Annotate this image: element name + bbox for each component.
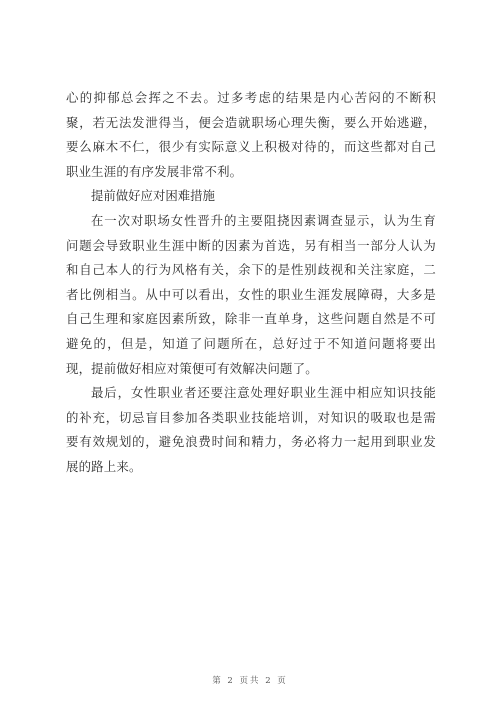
paragraph-line: 要有效规划的，避免浪费时间和精力，务必将力一起用到职业发	[66, 434, 436, 450]
paragraph-line: 心的抑郁总会挥之不去。过多考虑的结果是内心苦闷的不断积	[66, 90, 436, 105]
paragraph-line: 要么麻木不仁，很少有实际意义上积极对待的，而这些都对自己	[66, 139, 436, 155]
paragraph-line: 者比例相当。从中可以看出，女性的职业生涯发展障碍，大多是	[66, 286, 436, 302]
document-body	[66, 86, 436, 480]
paragraph-line: 问题会导致职业生涯中断的因素为首选，另有相当一部分人认为	[66, 237, 436, 253]
paragraph-line: 避免的，但是，知道了问题所在，总好过于不知道问题将要出	[66, 335, 436, 351]
page-number-footer: 第 2 页共 2 页	[212, 676, 288, 686]
paragraph-line: 职业生涯的有序发展非常不利。	[66, 163, 243, 179]
paragraph-line: 在一次对职场女性晋升的主要阻挠因素调查显示，认为生育	[91, 212, 436, 228]
paragraph-line: 聚，若无法发泄得当，便会造就职场心理失衡，要么开始逃避，	[66, 114, 436, 130]
paragraph-3	[66, 381, 436, 479]
paragraph-line: 展的路上来。	[66, 458, 142, 474]
paragraph-line: 和自己本人的行为风格有关，余下的是性别歧视和关注家庭，二	[66, 262, 436, 278]
paragraph-line: 的补充，切忌盲目参加各类职业技能培训，对知识的吸取也是需	[66, 409, 436, 425]
section-heading: 提前做好应对困难措施	[91, 188, 215, 204]
paragraph-line: 现，提前做好相应对策便可有效解决问题了。	[66, 360, 318, 376]
paragraph-line: 自己生理和家庭因素所致，除非一直单身，这些问题自然是不可	[66, 311, 436, 327]
paragraph-1	[66, 86, 436, 184]
paragraph-line: 最后，女性职业者还要注意处理好职业生涯中相应知识技能	[91, 385, 436, 401]
paragraph-2	[66, 209, 436, 381]
